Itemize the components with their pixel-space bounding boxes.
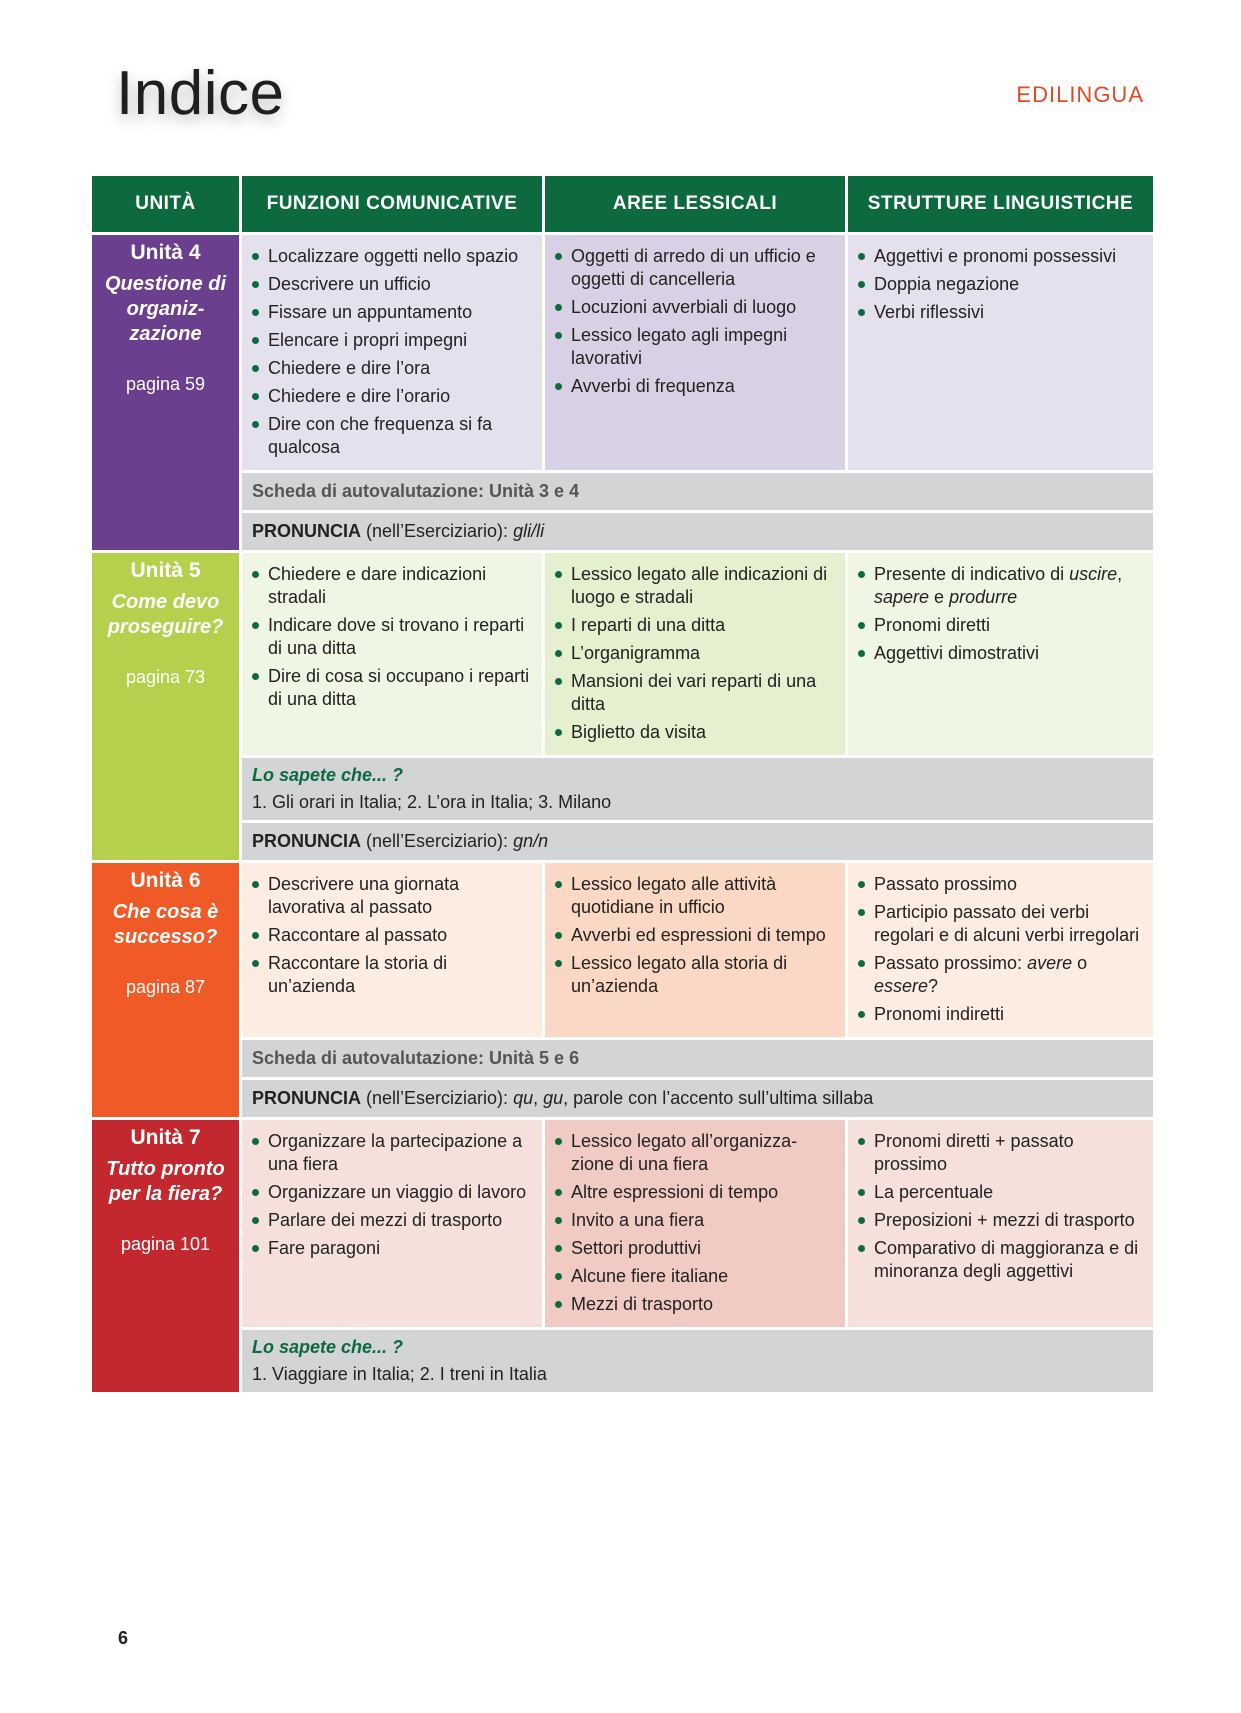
pronuncia-cell	[242, 823, 1153, 860]
strutture-cell	[848, 235, 1153, 470]
list-item: Chiedere e dire l’ora	[250, 357, 536, 380]
list-item: Avverbi ed espressioni di tempo	[553, 924, 839, 947]
list-item: I reparti di una ditta	[553, 614, 839, 637]
scheda-text: Scheda di autovalutazione: Unità 5 e 6	[252, 1048, 580, 1068]
lo-sapete-title: Lo sapete che... ?	[252, 765, 404, 785]
scheda-autovalutazione	[242, 1040, 1153, 1077]
text-part: produrre	[949, 587, 1018, 607]
unit-5-cell	[92, 553, 239, 860]
unit-6-row	[92, 863, 1153, 1037]
lessico-cell	[545, 553, 845, 755]
funzioni-cell	[242, 235, 542, 470]
unit-page-link[interactable]: pagina 101	[120, 1234, 211, 1254]
scheda-text: Scheda di autovalutazione: Unità 3 e 4	[252, 481, 580, 501]
unit-number: Unità 6	[130, 869, 201, 892]
list-item: Dire di cosa si occupano i reparti di una ditta	[250, 665, 536, 711]
list-item: L’organigramma	[553, 642, 839, 665]
page-number: 6	[118, 1628, 129, 1648]
unit-number: Unità 4	[130, 241, 201, 264]
unit-page-link[interactable]: pagina 73	[125, 667, 206, 687]
unit-title: Tutto pronto per la fiera?	[106, 1158, 225, 1205]
list-item: Indicare dove si trovano i reparti di una ditta	[250, 614, 536, 660]
lo-sapete-text: 1. Gli orari in Italia; 2. L’ora in Italia; 3. Milano	[252, 792, 612, 812]
pronuncia-rest: , parole con l’accento sull’ultima sillaba	[563, 1088, 874, 1108]
funzioni-cell	[242, 553, 542, 755]
list-item: Doppia negazione	[856, 273, 1147, 296]
text-part: ,	[1117, 564, 1123, 584]
pronuncia-label: PRONUNCIA	[252, 521, 362, 541]
unit-6-cell	[92, 863, 239, 1117]
unit-7-cell	[92, 1120, 239, 1392]
unit-title: Come devo proseguire?	[107, 591, 224, 638]
text-part: avere	[1027, 953, 1073, 973]
pronuncia-value: qu	[513, 1088, 534, 1108]
list-item: Aggettivi dimostrativi	[856, 642, 1147, 665]
strutture-cell	[848, 1120, 1153, 1327]
list-item: Preposizioni + mezzi di trasporto	[856, 1209, 1147, 1232]
list-item: Chiedere e dire l’orario	[250, 385, 536, 408]
text-part: sapere	[874, 587, 930, 607]
unit-page-link[interactable]: pagina 87	[125, 977, 206, 997]
unit-title: Che cosa è successo?	[112, 901, 219, 948]
list-item: Lessico legato agli impegni lavorativi	[553, 324, 839, 370]
pronuncia-row	[92, 1080, 1153, 1117]
column-header-unita: UNITÀ	[92, 176, 239, 232]
column-header-strutture: STRUTTURE LINGUISTICHE	[848, 176, 1153, 232]
list-item: Lessico legato alle attività quotidiane in ufficio	[553, 873, 839, 919]
pronuncia-label: PRONUNCIA	[252, 1088, 362, 1108]
list-item: Descrivere un ufficio	[250, 273, 536, 296]
list-item: Pronomi diretti + passato prossimo	[856, 1130, 1147, 1176]
pronuncia-value: gn/n	[513, 831, 549, 851]
pronuncia-context: (nell’Eserciziario):	[361, 831, 514, 851]
list-item	[856, 952, 1147, 998]
lo-sapete-row	[92, 1330, 1153, 1392]
scheda-row	[92, 473, 1153, 510]
list-item: Comparativo di maggioranza e di minoranza degli aggettivi	[856, 1237, 1147, 1283]
list-item: Pronomi diretti	[856, 614, 1147, 637]
list-item: Lessico legato alla storia di un’azienda	[553, 952, 839, 998]
list-item: Descrivere una giornata lavorativa al passato	[250, 873, 536, 919]
list-item: Fare paragoni	[250, 1237, 536, 1260]
unit-number: Unità 7	[130, 1126, 201, 1149]
list-item: Lessico legato all’organizza- zione di una fiera	[553, 1130, 839, 1176]
pronuncia-value: gli/li	[513, 521, 545, 541]
list-item: Elencare i propri impegni	[250, 329, 536, 352]
text-part: ?	[928, 976, 939, 996]
list-item: Dire con che frequenza si fa qualcosa	[250, 413, 536, 459]
list-item: Aggettivi e pronomi possessivi	[856, 245, 1147, 268]
lessico-cell	[545, 863, 845, 1037]
unit-5-row	[92, 553, 1153, 755]
list-item: Pronomi indiretti	[856, 1003, 1147, 1026]
lessico-cell	[545, 235, 845, 470]
list-item: Participio passato dei verbi regolari e di alcuni verbi irregolari	[856, 901, 1147, 947]
list-item: Mansioni dei vari reparti di una ditta	[553, 670, 839, 716]
list-item: Organizzare un viaggio di lavoro	[250, 1181, 536, 1204]
pronuncia-cell	[242, 1080, 1153, 1117]
pronuncia-sep: ,	[533, 1088, 544, 1108]
strutture-cell	[848, 553, 1153, 755]
lo-sapete-title: Lo sapete che... ?	[252, 1337, 404, 1357]
list-item: Passato prossimo	[856, 873, 1147, 896]
list-item: Raccontare la storia di un’azienda	[250, 952, 536, 998]
list-item: Locuzioni avverbiali di luogo	[553, 296, 839, 319]
list-item: Oggetti di arredo di un ufficio e oggetti di cancelleria	[553, 245, 839, 291]
text-part: uscire	[1069, 564, 1118, 584]
text-part: o	[1072, 953, 1088, 973]
text-part: Presente di indicativo di	[874, 564, 1070, 584]
lo-sapete-text: 1. Viaggiare in Italia; 2. I treni in Italia	[252, 1364, 547, 1384]
publisher-logo: EDILINGUA	[1016, 82, 1144, 107]
list-item	[856, 563, 1147, 609]
list-item: Organizzare la partecipazione a una fiera	[250, 1130, 536, 1176]
pronuncia-context: (nell’Eserciziario):	[361, 1088, 514, 1108]
list-item: Lessico legato alle indicazioni di luogo e stradali	[553, 563, 839, 609]
list-item: Avverbi di frequenza	[553, 375, 839, 398]
header-row	[92, 176, 1153, 232]
list-item: Verbi riflessivi	[856, 301, 1147, 324]
unit-number: Unità 5	[130, 559, 201, 582]
strutture-cell	[848, 863, 1153, 1037]
text-part: essere	[874, 976, 929, 996]
column-header-funzioni: FUNZIONI COMUNICATIVE	[242, 176, 542, 232]
scheda-autovalutazione	[242, 473, 1153, 510]
list-item: Localizzare oggetti nello spazio	[250, 245, 536, 268]
list-item: Alcune fiere italiane	[553, 1265, 839, 1288]
list-item: Settori produttivi	[553, 1237, 839, 1260]
pronuncia-context: (nell’Eserciziario):	[361, 521, 514, 541]
index-table	[89, 173, 1156, 1395]
text-part: Passato prossimo:	[874, 953, 1028, 973]
list-item: Fissare un appuntamento	[250, 301, 536, 324]
funzioni-cell	[242, 863, 542, 1037]
funzioni-cell	[242, 1120, 542, 1327]
lessico-cell	[545, 1120, 845, 1327]
page-title: Indice	[116, 59, 285, 128]
pronuncia-value: gu	[543, 1088, 564, 1108]
unit-page-link[interactable]: pagina 59	[125, 374, 206, 394]
pronuncia-row	[92, 823, 1153, 860]
pronuncia-label: PRONUNCIA	[252, 831, 362, 851]
list-item: Chiedere e dare indicazioni stradali	[250, 563, 536, 609]
list-item: Mezzi di trasporto	[553, 1293, 839, 1316]
list-item: Biglietto da visita	[553, 721, 839, 744]
unit-4-cell	[92, 235, 239, 550]
lo-sapete-cell	[242, 1330, 1153, 1392]
column-header-aree: AREE LESSICALI	[545, 176, 845, 232]
list-item: Parlare dei mezzi di trasporto	[250, 1209, 536, 1232]
list-item: La percentuale	[856, 1181, 1147, 1204]
lo-sapete-row	[92, 758, 1153, 820]
list-item: Raccontare al passato	[250, 924, 536, 947]
unit-7-row	[92, 1120, 1153, 1327]
lo-sapete-cell	[242, 758, 1153, 820]
scheda-row	[92, 1040, 1153, 1077]
unit-4-row	[92, 235, 1153, 470]
pronuncia-row	[92, 513, 1153, 550]
pronuncia-cell	[242, 513, 1153, 550]
text-part: e	[929, 587, 950, 607]
list-item: Altre espressioni di tempo	[553, 1181, 839, 1204]
unit-title: Questione di organiz- zazione	[104, 273, 227, 345]
list-item: Invito a una fiera	[553, 1209, 839, 1232]
